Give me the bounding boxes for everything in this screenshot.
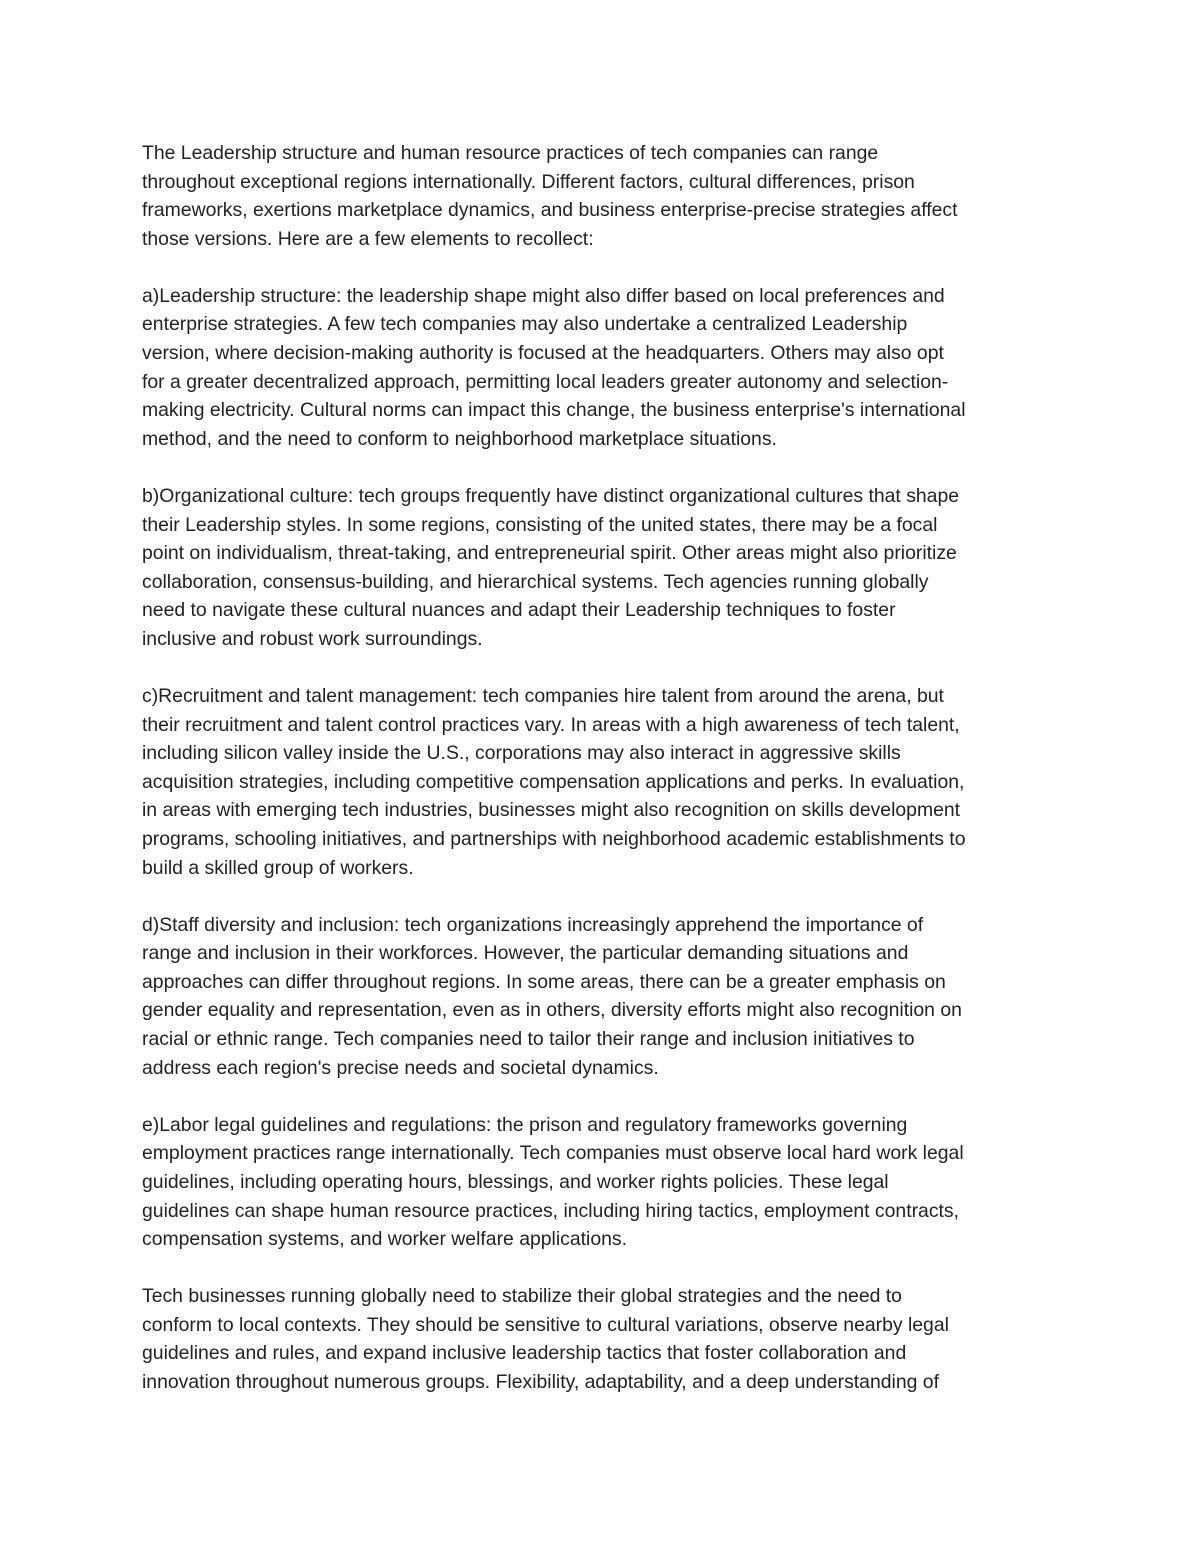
text-line: inclusive and robust work surroundings.: [142, 627, 483, 650]
text-line: b)Organizational culture: tech groups frequently have distinct organizational cultures that shape: [142, 484, 960, 507]
paragraph-organizational-culture: [142, 482, 1072, 654]
text-line: compensation systems, and worker welfare applications.: [142, 1228, 627, 1251]
text-line: their Leadership styles. In some regions, consisting of the united states, there may be a focal: [142, 513, 938, 536]
text-line: programs, schooling initiatives, and partnerships with neighborhood academic establishments to: [142, 827, 966, 850]
text-line: Tech businesses running globally need to stabilize their global strategies and the need to: [142, 1285, 902, 1308]
paragraph-labor-guidelines: [142, 1111, 1072, 1254]
text-line: employment practices range internationally. Tech companies must observe local hard work legal: [142, 1142, 964, 1165]
text-line: collaboration, consensus-building, and hierarchical systems. Tech agencies running globally: [142, 570, 929, 593]
text-line: build a skilled group of workers.: [142, 856, 414, 879]
text-line: in areas with emerging tech industries, businesses might also recognition on skills development: [142, 799, 961, 822]
text-line: enterprise strategies. A few tech companies may also undertake a centralized Leadership: [142, 313, 908, 336]
text-line: The Leadership structure and human resource practices of tech companies can range: [142, 142, 879, 164]
text-line: guidelines, including operating hours, blessings, and worker rights policies. These legal: [142, 1170, 889, 1193]
text-line: version, where decision-making authority is focused at the headquarters. Others may also opt: [142, 342, 944, 365]
paragraph-recruitment: [142, 682, 1072, 882]
text-line: point on individualism, threat-taking, and entrepreneurial spirit. Other areas might also prioritize: [142, 542, 957, 565]
text-line: need to navigate these cultural nuances and adapt their Leadership techniques to foster: [142, 599, 896, 622]
paragraph-conclusion: [142, 1282, 1072, 1396]
text-line: d)Staff diversity and inclusion: tech organizations increasingly apprehend the importance of: [142, 913, 924, 936]
text-line: making electricity. Cultural norms can impact this change, the business enterprise's international: [142, 399, 966, 422]
text-line: those versions. Here are a few elements to recollect:: [142, 227, 594, 250]
paragraph-intro: [142, 139, 1072, 253]
text-line: range and inclusion in their workforces. However, the particular demanding situations and: [142, 942, 909, 965]
paragraph-leadership-structure: [142, 282, 1072, 454]
text-line: guidelines can shape human resource practices, including hiring tactics, employment contracts,: [142, 1199, 959, 1222]
text-line: including silicon valley inside the U.S., corporations may also interact in aggressive skills: [142, 742, 901, 765]
text-line: racial or ethnic range. Tech companies need to tailor their range and inclusion initiatives to: [142, 1028, 915, 1051]
text-line: c)Recruitment and talent management: tech companies hire talent from around the arena, but: [142, 685, 944, 707]
text-line: e)Labor legal guidelines and regulations: the prison and regulatory frameworks governing: [142, 1113, 908, 1136]
paragraph-diversity-inclusion: [142, 911, 1072, 1083]
text-line: gender equality and representation, even as in others, diversity efforts might also recognition on: [142, 999, 962, 1022]
text-line: address each region's precise needs and societal dynamics.: [142, 1056, 659, 1079]
text-line: conform to local contexts. They should be sensitive to cultural variations, observe nearby legal: [142, 1313, 949, 1336]
text-line: guidelines and rules, and expand inclusive leadership tactics that foster collaboration and: [142, 1342, 907, 1365]
text-line: their recruitment and talent control practices vary. In areas with a high awareness of tech talent,: [142, 713, 960, 736]
text-line: throughout exceptional regions internationally. Different factors, cultural differences, prison: [142, 170, 915, 193]
text-line: frameworks, exertions marketplace dynamics, and business enterprise-precise strategies affect: [142, 199, 958, 222]
text-line: approaches can differ throughout regions. In some areas, there can be a greater emphasis on: [142, 970, 946, 993]
text-line: method, and the need to conform to neighborhood marketplace situations.: [142, 427, 777, 450]
text-line: a)Leadership structure: the leadership shape might also differ based on local preferences and: [142, 284, 945, 307]
text-line: acquisition strategies, including competitive compensation applications and perks. In evaluation,: [142, 770, 965, 793]
text-line: innovation throughout numerous groups. Flexibility, adaptability, and a deep understanding of: [142, 1370, 939, 1393]
document-body: [142, 139, 1072, 1425]
text-line: for a greater decentralized approach, permitting local leaders greater autonomy and selection-: [142, 370, 949, 393]
